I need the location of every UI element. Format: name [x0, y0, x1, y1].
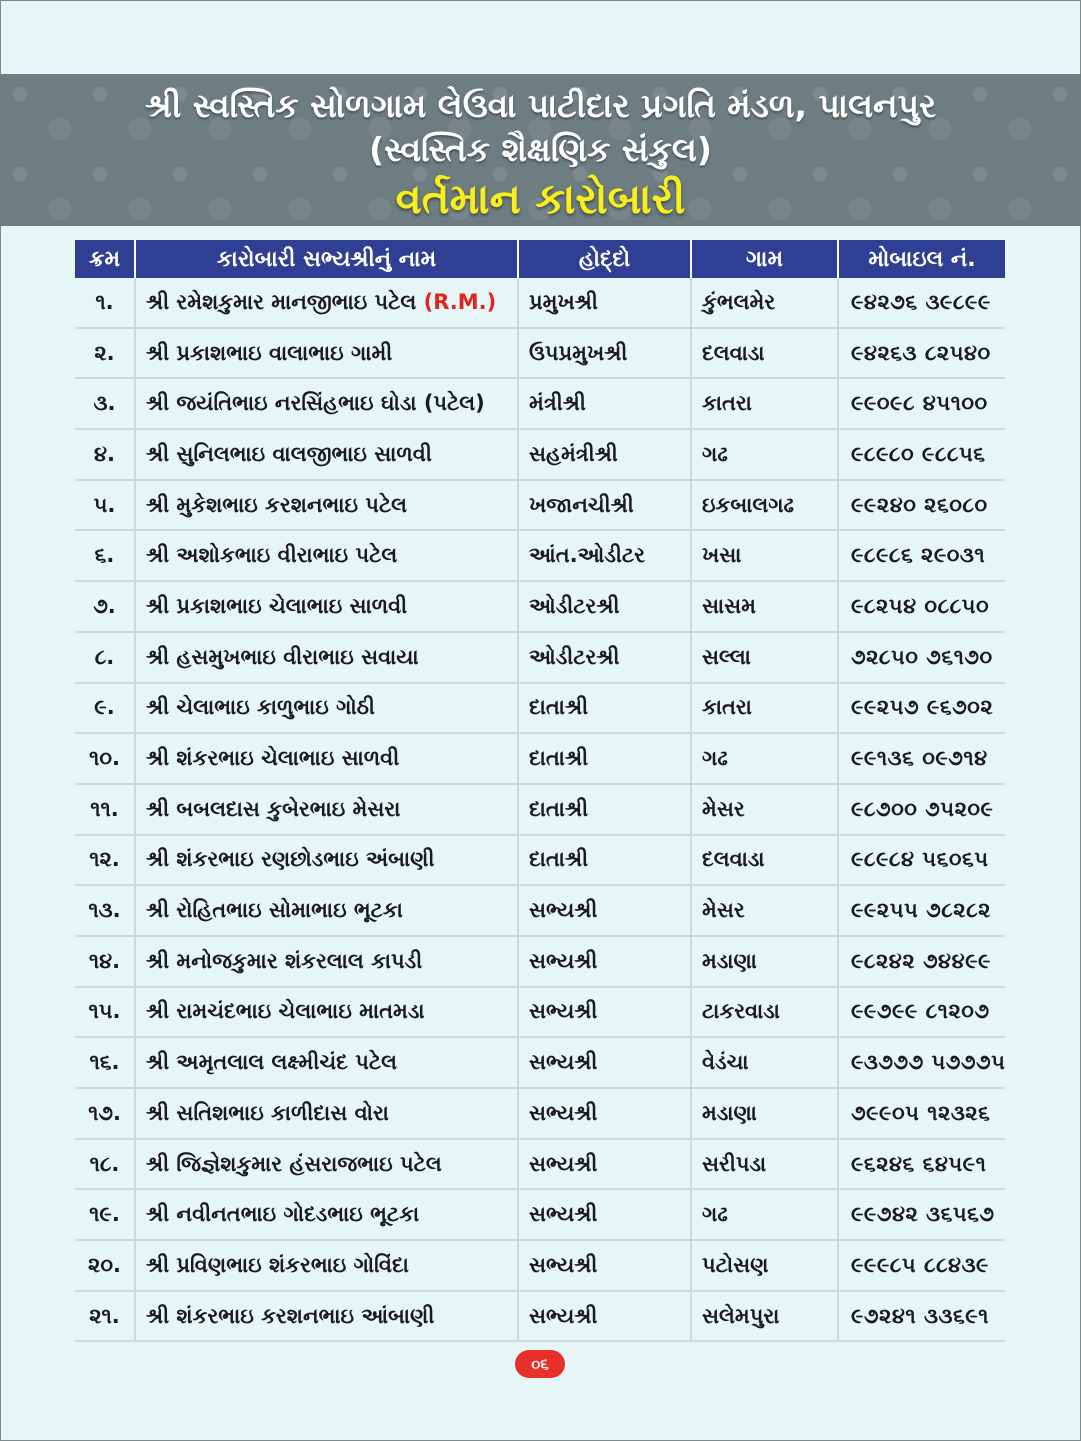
cell-serial: [75, 683, 135, 734]
cell-mobile-text: ૯૯૨૫૭ ૯૬૭૦૨: [851, 695, 994, 720]
cell-village: [691, 378, 838, 429]
cell-name: [135, 632, 518, 683]
cell-post: [518, 835, 691, 886]
cell-village: [691, 581, 838, 632]
cell-name: [135, 1037, 518, 1088]
cell-village: [691, 530, 838, 581]
cell-post: [518, 987, 691, 1038]
cell-post-text: પ્રમુખશ્રી: [529, 289, 598, 314]
cell-village-text: કાતરા: [702, 391, 752, 416]
cell-post-text: સભ્યશ્રી: [529, 999, 598, 1024]
cell-post-text: સભ્યશ્રી: [529, 1050, 598, 1075]
cell-village-text: ખસા: [702, 543, 742, 568]
cell-name: [135, 581, 518, 632]
column-header-name: કારોબારી સભ્યશ્રીનું નામ: [135, 240, 518, 278]
cell-mobile: [838, 733, 1005, 784]
cell-mobile-text: ૯૯૨૫૫ ૭૮૨૮૨: [851, 898, 991, 923]
cell-mobile: [838, 581, 1005, 632]
cell-village-text: ગઢ: [702, 441, 728, 466]
cell-post-text: દાતાશ્રી: [529, 746, 589, 771]
cell-name-text: શ્રી શંકરભાઇ રણછોડભાઇ અંબાણી: [146, 847, 435, 872]
cell-name: [135, 784, 518, 835]
cell-serial-text: ૧૬.: [89, 1050, 120, 1075]
cell-serial-text: ૩.: [93, 391, 116, 416]
cell-village: [691, 429, 838, 480]
committee-table: [75, 240, 1005, 1342]
cell-name-text: શ્રી શંકરભાઇ કરશનભાઇ આંબાણી: [146, 1303, 435, 1328]
cell-village-text: સલેમપુરા: [702, 1303, 780, 1328]
cell-serial: [75, 530, 135, 581]
cell-mobile-text: ૯૮૯૮૦ ૯૮૮૫૬: [851, 441, 986, 466]
cell-post: [518, 581, 691, 632]
cell-name-text: શ્રી મુકેશભાઇ કરશનભાઇ પટેલ: [146, 492, 408, 517]
table-row: [75, 480, 1005, 531]
table-row: [75, 936, 1005, 987]
cell-serial: [75, 987, 135, 1038]
cell-serial: [75, 835, 135, 886]
cell-post: [518, 480, 691, 531]
cell-name: [135, 1088, 518, 1139]
cell-village: [691, 784, 838, 835]
cell-post: [518, 733, 691, 784]
cell-village-text: ઇકબાલગઢ: [702, 492, 794, 517]
cell-mobile-text: ૯૮૭૦૦ ૭૫૨૦૯: [851, 796, 994, 821]
cell-mobile: [838, 429, 1005, 480]
cell-serial: [75, 1088, 135, 1139]
cell-post: [518, 429, 691, 480]
organization-title: શ્રી સ્વસ્તિક સોળગામ લેઉવા પાટીદાર પ્રગતિ મંડળ, પાલનપુર: [144, 86, 937, 125]
cell-village-text: સરીપડા: [702, 1151, 767, 1176]
table-row: [75, 1189, 1005, 1240]
cell-name: [135, 733, 518, 784]
cell-mobile-text: ૯૯૭૯૯ ૮૧૨૦૭: [851, 999, 990, 1024]
cell-mobile: [838, 530, 1005, 581]
header-banner: [0, 74, 1081, 226]
cell-name-text: શ્રી હસમુખભાઇ વીરાભાઇ સવાયા: [146, 644, 419, 669]
cell-mobile: [838, 328, 1005, 379]
cell-serial: [75, 1189, 135, 1240]
cell-village: [691, 328, 838, 379]
table-row: [75, 1291, 1005, 1342]
cell-mobile: [838, 936, 1005, 987]
cell-mobile-text: ૯૯૨૪૦ ૨૬૦૮૦: [851, 492, 988, 517]
cell-serial-text: ૧૮.: [89, 1151, 120, 1176]
cell-post-text: સભ્યશ્રી: [529, 1252, 598, 1277]
cell-mobile-text: ૯૯૧૩૬ ૦૯૭૧૪: [851, 746, 988, 771]
cell-mobile-text: ૯૪૨૬૩ ૮૨૫૪૦: [851, 340, 991, 365]
page-number-badge: ૦૬: [515, 1350, 565, 1378]
cell-serial-text: ૧૨.: [89, 847, 120, 872]
cell-village-text: વેડંચા: [702, 1050, 749, 1075]
cell-serial-text: ૧૪.: [88, 948, 121, 973]
cell-village-text: દલવાડા: [702, 340, 765, 365]
cell-name-text: શ્રી શંકરભાઇ ચેલાભાઇ સાળવી: [146, 746, 400, 771]
cell-name: [135, 429, 518, 480]
cell-mobile: [838, 835, 1005, 886]
table-body: [75, 278, 1005, 1341]
cell-village: [691, 1189, 838, 1240]
cell-mobile-text: ૭૨૮૫૦ ૭૬૧૭૦: [851, 644, 993, 669]
cell-post-text: ખજાનચીશ્રી: [529, 492, 634, 517]
cell-name-text: શ્રી પ્રકાશભાઇ વાલાભાઇ ગામી: [146, 340, 393, 365]
cell-post: [518, 328, 691, 379]
cell-mobile: [838, 632, 1005, 683]
cell-serial-text: ૧૩.: [88, 898, 121, 923]
cell-serial-text: ૧૯.: [89, 1202, 120, 1227]
table-row: [75, 1088, 1005, 1139]
cell-serial-text: ૭.: [93, 593, 116, 618]
cell-mobile: [838, 378, 1005, 429]
table-row: [75, 429, 1005, 480]
cell-name: [135, 378, 518, 429]
cell-serial: [75, 581, 135, 632]
cell-name: [135, 683, 518, 734]
cell-mobile-text: ૯૮૯૮૬ ૨૯૦૩૧: [851, 543, 986, 568]
cell-name: [135, 278, 518, 328]
cell-name: [135, 885, 518, 936]
table-row: [75, 1037, 1005, 1088]
cell-village-text: મેસર: [702, 898, 745, 923]
cell-name-text: શ્રી પ્રકાશભાઇ ચેલાભાઇ સાળવી: [146, 593, 408, 618]
cell-name-text: શ્રી અમૃતલાલ લક્ષ્મીચંદ પટેલ: [146, 1050, 397, 1075]
cell-serial: [75, 1037, 135, 1088]
cell-post: [518, 936, 691, 987]
cell-village: [691, 885, 838, 936]
cell-village: [691, 835, 838, 886]
cell-post-text: સભ્યશ્રી: [529, 1202, 598, 1227]
cell-village: [691, 733, 838, 784]
cell-name: [135, 480, 518, 531]
cell-name: [135, 1189, 518, 1240]
cell-name: [135, 328, 518, 379]
cell-mobile: [838, 987, 1005, 1038]
cell-serial-text: ૯.: [94, 695, 115, 720]
cell-post: [518, 885, 691, 936]
table-row: [75, 581, 1005, 632]
table-row: [75, 1240, 1005, 1291]
cell-village-text: દલવાડા: [702, 847, 765, 872]
cell-post-text: દાતાશ્રી: [529, 796, 589, 821]
cell-serial-text: ૨૧.: [89, 1303, 120, 1328]
cell-post: [518, 378, 691, 429]
column-header-village: ગામ: [691, 240, 838, 278]
cell-mobile: [838, 480, 1005, 531]
cell-mobile: [838, 1139, 1005, 1190]
cell-mobile-text: ૯૭૨૪૧ ૩૩૬૯૧: [851, 1303, 989, 1328]
cell-mobile: [838, 1088, 1005, 1139]
cell-mobile: [838, 784, 1005, 835]
cell-village: [691, 1139, 838, 1190]
cell-post: [518, 632, 691, 683]
cell-village: [691, 1240, 838, 1291]
cell-mobile: [838, 1240, 1005, 1291]
table-row: [75, 1139, 1005, 1190]
cell-post: [518, 1240, 691, 1291]
cell-post-text: સહમંત્રીશ્રી: [529, 441, 618, 466]
cell-post-text: દાતાશ્રી: [529, 847, 589, 872]
cell-mobile-text: ૯૩૭૭૭ ૫૭૭૭૫: [851, 1050, 1005, 1075]
cell-serial: [75, 480, 135, 531]
cell-name-text: શ્રી જયંતિભાઇ નરસિંહભાઇ ઘોડા (પટેલ): [146, 391, 485, 416]
cell-serial: [75, 632, 135, 683]
cell-serial-text: ૬.: [94, 543, 115, 568]
cell-village: [691, 683, 838, 734]
cell-name: [135, 1291, 518, 1342]
table-row: [75, 683, 1005, 734]
cell-mobile-text: ૯૪૨૭૬ ૩૯૮૯૯: [851, 289, 991, 314]
cell-name-text: શ્રી ચેલાભાઇ કાળુભાઇ ગોઠી: [146, 695, 375, 720]
cell-name-text: શ્રી અશોકભાઇ વીરાભાઇ પટેલ: [146, 543, 398, 568]
cell-post-text: ઓડીટરશ્રી: [529, 593, 620, 618]
cell-name: [135, 1139, 518, 1190]
cell-post-text: આંત.ઓડીટર: [529, 543, 645, 568]
table-row: [75, 378, 1005, 429]
table-row: [75, 530, 1005, 581]
cell-village: [691, 632, 838, 683]
cell-name-text: શ્રી બબલદાસ કુબેરભાઇ મેસરા: [146, 796, 401, 821]
cell-name-text: શ્રી નવીનતભાઇ ગોદડભાઇ ભૂટકા: [146, 1202, 420, 1227]
cell-serial-text: ૧૦.: [89, 746, 120, 771]
cell-name-text: શ્રી સુનિલભાઇ વાલજીભાઇ સાળવી: [146, 441, 432, 466]
cell-village-text: સાસમ: [702, 593, 756, 618]
cell-serial-text: ૧.: [95, 289, 114, 314]
cell-post: [518, 1088, 691, 1139]
cell-mobile-text: ૭૯૯૦૫ ૧૨૩૨૬: [851, 1100, 991, 1125]
cell-mobile: [838, 885, 1005, 936]
cell-post-text: સભ્યશ્રી: [529, 898, 598, 923]
cell-mobile: [838, 278, 1005, 328]
cell-post-text: સભ્યશ્રી: [529, 1100, 598, 1125]
cell-post-text: ઓડીટરશ્રી: [529, 644, 620, 669]
column-header-mobile: મોબાઇલ નં.: [838, 240, 1005, 278]
cell-post: [518, 1189, 691, 1240]
cell-village: [691, 1088, 838, 1139]
cell-name: [135, 936, 518, 987]
cell-mobile-text: ૯૬૨૪૬ ૬૪૫૯૧: [851, 1151, 987, 1176]
cell-serial: [75, 278, 135, 328]
cell-serial-text: ૨૦.: [88, 1252, 121, 1277]
cell-village-text: કુંભલમેર: [702, 289, 776, 314]
cell-village-text: મડાણા: [702, 1100, 757, 1125]
role-tag: (R.M.): [423, 289, 497, 314]
cell-village: [691, 480, 838, 531]
cell-post: [518, 1037, 691, 1088]
cell-post-text: સભ્યશ્રી: [529, 1303, 598, 1328]
cell-serial: [75, 936, 135, 987]
cell-mobile-text: ૯૮૨૫૪ ૦૮૮૫૦: [851, 593, 990, 618]
cell-name-text: શ્રી જિજ્ઞેશકુમાર હંસરાજભાઇ પટેલ: [146, 1151, 442, 1176]
cell-village: [691, 278, 838, 328]
cell-name: [135, 530, 518, 581]
cell-name-text: શ્રી રમેશકુમાર માનજીભાઇ પટેલ: [146, 289, 417, 314]
column-header-serial: ક્રમ: [75, 240, 135, 278]
cell-village-text: ગઢ: [702, 746, 728, 771]
cell-post: [518, 683, 691, 734]
cell-post: [518, 1139, 691, 1190]
cell-serial-text: ૮.: [94, 644, 115, 669]
column-header-post: હોદ્દો: [518, 240, 691, 278]
cell-village: [691, 936, 838, 987]
table-header-row: [75, 240, 1005, 278]
cell-post: [518, 278, 691, 328]
cell-name: [135, 835, 518, 886]
cell-serial: [75, 733, 135, 784]
cell-serial-text: ૧૫.: [88, 999, 121, 1024]
cell-name: [135, 987, 518, 1038]
table-row: [75, 278, 1005, 328]
cell-serial: [75, 784, 135, 835]
cell-mobile: [838, 1189, 1005, 1240]
cell-village: [691, 1291, 838, 1342]
cell-mobile-text: ૯૮૯૮૪ ૫૬૦૬૫: [851, 847, 989, 872]
cell-village-text: ટાકરવાડા: [702, 999, 780, 1024]
cell-mobile-text: ૯૯૯૮૫ ૮૮૪૩૯: [851, 1252, 989, 1277]
cell-post: [518, 1291, 691, 1342]
cell-mobile: [838, 1291, 1005, 1342]
cell-post-text: ઉપપ્રમુખશ્રી: [529, 340, 628, 365]
cell-mobile: [838, 683, 1005, 734]
cell-mobile-text: ૯૯૭૪૨ ૩૬૫૬૭: [851, 1202, 995, 1227]
page-title: વર્તમાન કારોબારી: [395, 174, 686, 223]
cell-village: [691, 1037, 838, 1088]
table-row: [75, 328, 1005, 379]
cell-mobile: [838, 1037, 1005, 1088]
cell-post: [518, 530, 691, 581]
table-row: [75, 987, 1005, 1038]
cell-serial: [75, 1139, 135, 1190]
cell-serial-text: ૧૭.: [88, 1100, 121, 1125]
cell-name-text: શ્રી પ્રવિણભાઇ શંકરભાઇ ગોવિંદા: [146, 1252, 409, 1277]
table-row: [75, 632, 1005, 683]
cell-post-text: સભ્યશ્રી: [529, 1151, 598, 1176]
table-row: [75, 784, 1005, 835]
cell-village-text: પટોસણ: [702, 1252, 769, 1277]
cell-post-text: મંત્રીશ્રી: [529, 391, 586, 416]
cell-serial-text: ૫.: [93, 492, 116, 517]
cell-village: [691, 987, 838, 1038]
table-row: [75, 733, 1005, 784]
cell-name-text: શ્રી સતિશભાઇ કાળીદાસ વોરા: [146, 1100, 389, 1125]
cell-serial: [75, 1240, 135, 1291]
cell-serial: [75, 885, 135, 936]
cell-village-text: મેસર: [702, 796, 745, 821]
cell-post-text: સભ્યશ્રી: [529, 948, 598, 973]
cell-name-text: શ્રી રામચંદભાઇ ચેલાભાઇ માતમડા: [146, 999, 425, 1024]
cell-serial-text: ૪.: [94, 441, 115, 466]
cell-post: [518, 784, 691, 835]
organization-subtitle: (સ્વસ્તિક શૈક્ષણિક સંકુલ): [369, 130, 712, 169]
table-row: [75, 885, 1005, 936]
cell-serial-text: ૧૧.: [90, 796, 119, 821]
table-row: [75, 835, 1005, 886]
cell-village-text: ગઢ: [702, 1202, 728, 1227]
cell-post-text: દાતાશ્રી: [529, 695, 589, 720]
cell-name: [135, 1240, 518, 1291]
cell-name-text: શ્રી મનોજકુમાર શંકરલાલ કાપડી: [146, 948, 423, 973]
cell-serial: [75, 378, 135, 429]
cell-village-text: મડાણા: [702, 948, 757, 973]
cell-serial: [75, 328, 135, 379]
cell-serial: [75, 429, 135, 480]
cell-village-text: સલ્લા: [702, 644, 751, 669]
cell-serial: [75, 1291, 135, 1342]
cell-serial-text: ૨.: [94, 340, 115, 365]
cell-mobile-text: ૯૮૨૪૨ ૭૪૪૯૯: [851, 948, 991, 973]
cell-mobile-text: ૯૯૦૯૮ ૪૫૧૦૦: [851, 391, 988, 416]
cell-name-text: શ્રી રોહિતભાઇ સોમાભાઇ ભૂટકા: [146, 898, 403, 923]
cell-village-text: કાતરા: [702, 695, 752, 720]
